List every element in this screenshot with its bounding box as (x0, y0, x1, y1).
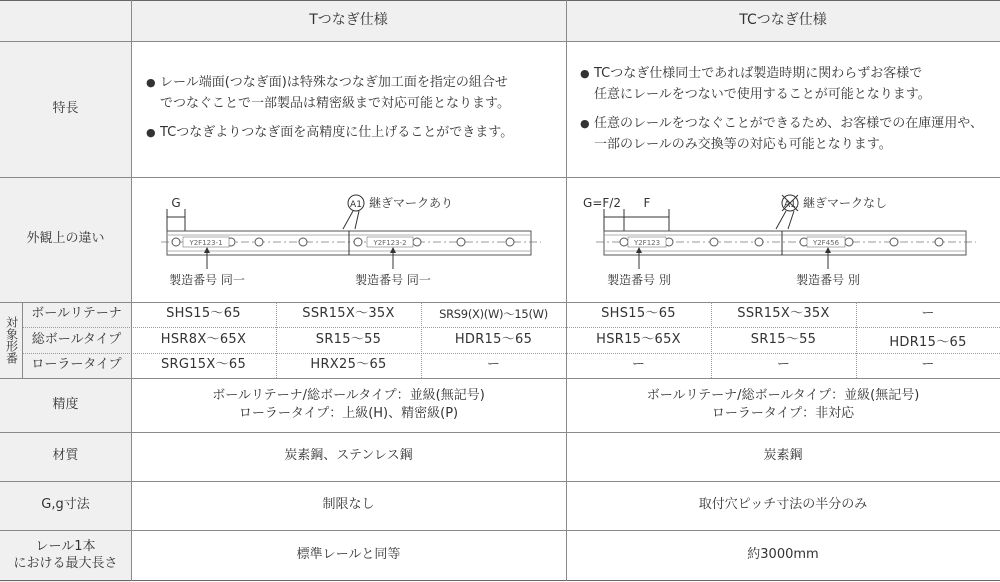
joint-mark-text: 継ぎマークなし (803, 196, 888, 210)
row-divider (0, 41, 1000, 42)
tc-roller-3: ー (921, 357, 935, 373)
features-t-item-1 (146, 72, 561, 114)
tc-ball-retainer-3: ー (921, 306, 935, 322)
features-tc-item-1 (580, 63, 998, 105)
header-t-spec: Tつなぎ仕様 (309, 12, 388, 29)
t-roller-3: ー (486, 357, 501, 373)
t-ball-retainer-3: SRS9(X)(W)～15(W) (439, 307, 548, 322)
accuracy-t (131, 378, 566, 432)
label-roller: ローラータイプ (31, 357, 122, 373)
g-label: G (171, 196, 181, 210)
features-t (146, 72, 561, 151)
gdim-tc: 取付穴ピッチ寸法の半分のみ (698, 497, 868, 513)
features-t-item-2 (146, 122, 561, 143)
label-g-dimension: G,g寸法 (41, 497, 90, 513)
accuracy-tc (566, 378, 1000, 432)
f-label: F (643, 196, 651, 210)
label-max-length (0, 530, 131, 580)
t-full-ball-1: HSR8X～65X (160, 331, 247, 347)
accuracy-tc-line1: ボールリテーナ/総ボールタイプ：並級(無記号) (646, 388, 920, 403)
tc-full-ball-3: HDR15～65 (889, 334, 967, 350)
joint-mark-text: 継ぎマークあり (369, 196, 454, 210)
features-t-1a: レール端面(つなぎ面)は特殊なつなぎ加工面を指定の組合せ (160, 75, 508, 90)
caption-2: 製造番号 別 (796, 273, 860, 287)
accuracy-tc-line2: ローラータイプ：非対応 (711, 406, 855, 421)
features-tc-1b: 任意にレールをつないで使用することが可能となります。 (594, 87, 931, 102)
accuracy-t-line2: ローラータイプ：上級(H)、精密級(P) (238, 406, 459, 421)
table-bottom-border (0, 580, 1000, 581)
t-full-ball-2: SR15～55 (315, 331, 382, 347)
material-t: 炭素鋼、ステンレス鋼 (284, 448, 413, 464)
label-max-length-line1: レール1本 (35, 539, 96, 554)
features-t-2: TCつなぎよりつなぎ面を高精度に仕上げることができます。 (160, 125, 514, 140)
leader-line (776, 211, 786, 229)
leader-line (788, 211, 794, 229)
tc-full-ball-2: SR15～55 (750, 331, 817, 347)
t-full-ball-3: HDR15～65 (454, 331, 533, 347)
joint-mark-symbol: A1 (350, 200, 362, 210)
features-t-1b: でつなぐことで一部製品は精密級まで対応可能となります。 (160, 96, 510, 111)
tc-ball-retainer-2: SSR15X～35X (737, 306, 830, 322)
label-target-types (0, 302, 22, 378)
t-ball-retainer-2: SSR15X～35X (302, 306, 395, 322)
gdim-t: 制限なし (322, 497, 375, 513)
tc-roller-2: ー (776, 357, 791, 373)
serial-1: Y2F123 (633, 239, 661, 247)
label-ball-retainer: ボールリテーナ (31, 306, 122, 322)
t-roller-1: SRG15X～65 (160, 357, 247, 373)
caption-1: 製造番号 同一 (169, 273, 245, 287)
joint-mark-symbol: A1 (784, 200, 796, 210)
features-tc (580, 63, 998, 163)
tc-ball-retainer-1: SHS15～65 (601, 306, 676, 322)
rail-diagram-t (131, 177, 566, 302)
label-max-length-line2: における最大長さ (13, 556, 118, 571)
g-label: G=F/2 (583, 196, 621, 210)
t-ball-retainer-1: SHS15～65 (166, 306, 241, 322)
label-appearance: 外観上の違い (26, 231, 105, 247)
caption-2: 製造番号 同一 (355, 273, 431, 287)
label-full-ball: 総ボールタイプ (31, 331, 122, 347)
label-material: 材質 (52, 448, 79, 464)
tc-roller-1: ー (631, 357, 646, 373)
serial-1: Y2F123-1 (189, 239, 223, 247)
maxlen-t: 標準レールと同等 (296, 546, 401, 562)
material-tc: 炭素鋼 (763, 448, 803, 464)
caption-1: 製造番号 別 (607, 273, 671, 287)
leader-line (343, 211, 353, 229)
features-tc-2a: 任意のレールをつなぐことができるため、お客様での在庫運用や、 (594, 116, 983, 131)
header-tc-spec: TCつなぎ仕様 (739, 12, 827, 29)
features-tc-item-2 (580, 113, 998, 155)
serial-2: Y2F456 (812, 239, 840, 247)
features-tc-1a: TCつなぎ仕様同士であれば製造時期に関わらずお客様で (594, 66, 923, 81)
label-accuracy: 精度 (52, 396, 79, 412)
leader-line (355, 211, 359, 229)
rail-diagram-tc (566, 177, 1000, 302)
accuracy-t-line1: ボールリテーナ/総ボールタイプ：並級(無記号) (212, 388, 485, 403)
serial-2: Y2F123-2 (373, 239, 407, 247)
label-features: 特長 (52, 100, 79, 116)
features-tc-2b: 一部のレールのみ交換等の対応も可能となります。 (594, 137, 892, 152)
maxlen-tc: 約3000mm (747, 546, 819, 562)
label-target-types-text: 対象形番 (4, 316, 19, 364)
t-roller-2: HRX25～65 (310, 357, 387, 373)
tc-full-ball-1: HSR15～65X (596, 331, 681, 347)
